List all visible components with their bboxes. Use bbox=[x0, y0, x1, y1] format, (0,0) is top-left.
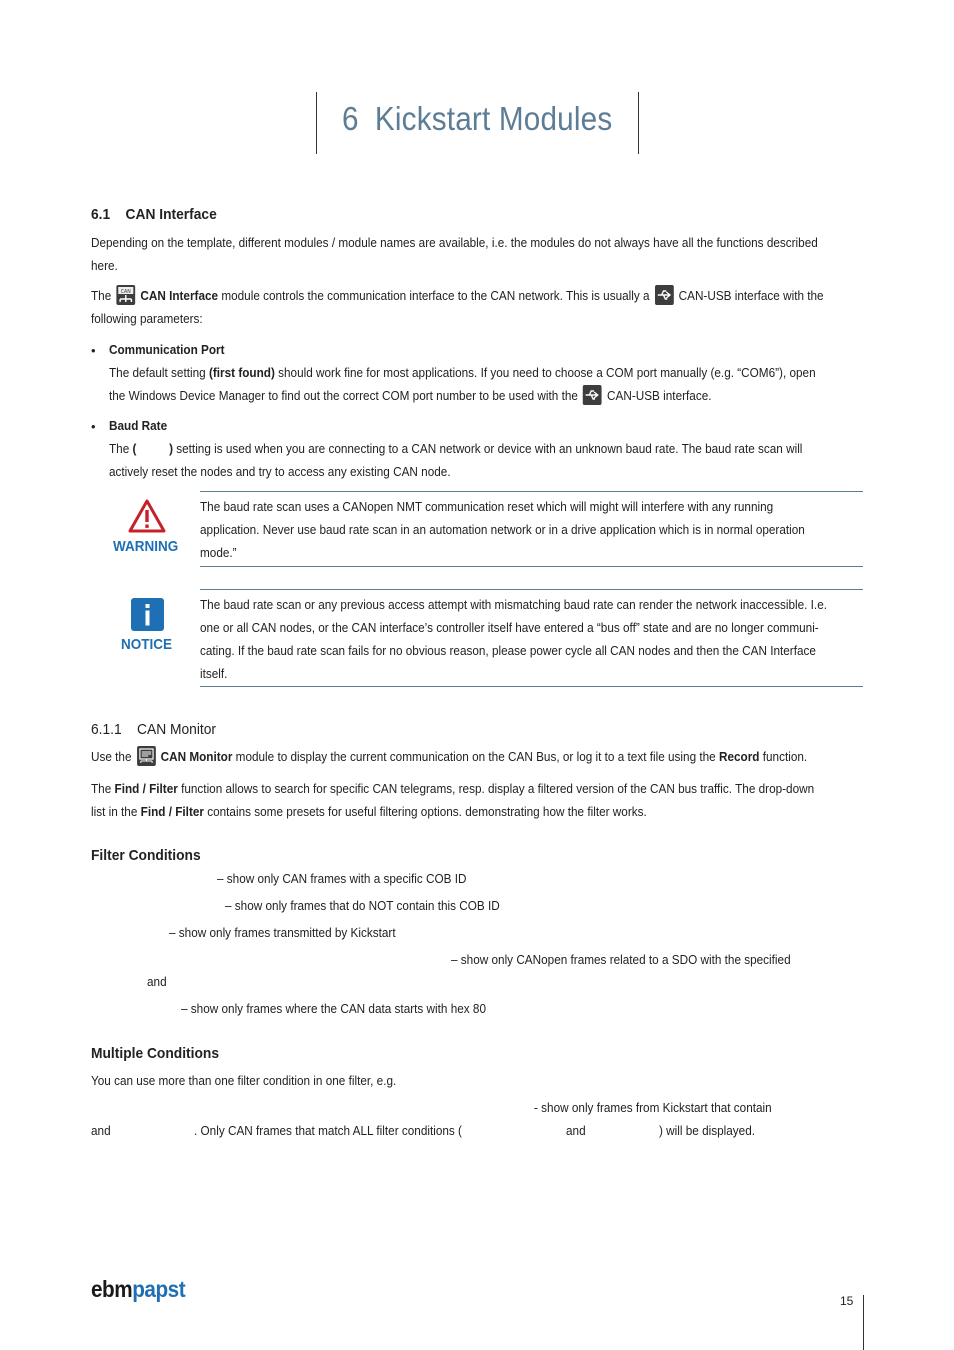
filter-line: – show only frames that do NOT contain this COB ID bbox=[225, 899, 500, 913]
filter-line: – show only CANopen frames related to a SDO with the specified bbox=[451, 953, 791, 967]
warning-text: The baud rate scan uses a CANopen NMT communication reset which will might will interfere with any running application. Never use baud rate scan in an automation network or in a drive application which is in normal operation mode.” bbox=[200, 500, 805, 560]
bullet-communication-port: Communication Port The default setting (first found) should work fine for most applications. If you need to choose a COM port manually (e.g. “COM6”), open the Windows Device Manager to find out the correct COM port number to be used with the CAN-USB interface. bbox=[109, 343, 816, 403]
chapter-rule-left bbox=[316, 92, 317, 154]
warning-label: WARNING bbox=[113, 538, 179, 555]
intro-paragraph: Depending on the template, different modules / module names are available, i.e. the modules do not always have all the functions described here. bbox=[91, 236, 818, 273]
multi-and-2: and bbox=[566, 1124, 586, 1138]
svg-text:CAN: CAN bbox=[120, 288, 131, 296]
chapter-number: 6 bbox=[342, 100, 359, 137]
usb-icon bbox=[583, 385, 602, 405]
notice-bottom-rule bbox=[200, 686, 863, 687]
find-filter-paragraph: The Find / Filter function allows to search for specific CAN telegrams, resp. display a filtered version of the CAN bus traffic. The drop-down list in the Find / Filter contains some presets for useful filtering options. demonstrating how the filter works. bbox=[91, 782, 815, 819]
can-interface-paragraph: The CAN CAN Interface module controls the communication interface to the CAN network. This is usually a CAN-USB interface with the following parameters: bbox=[91, 285, 820, 331]
multi-end-text: ) will be displayed. bbox=[659, 1124, 756, 1138]
can-interface-icon bbox=[116, 285, 135, 305]
usb-icon bbox=[655, 285, 674, 305]
filter-line: – show only frames where the CAN data starts with hex 80 bbox=[181, 1002, 487, 1016]
multi-example: - show only frames from Kickstart that contain bbox=[534, 1101, 772, 1115]
subsection-heading: 6.1.1 CAN Monitor bbox=[91, 721, 217, 738]
multiple-conditions-heading: Multiple Conditions bbox=[91, 1045, 220, 1062]
chapter-title bbox=[342, 100, 612, 138]
filter-conditions-heading: Filter Conditions bbox=[91, 847, 201, 864]
footer-rule bbox=[863, 1295, 864, 1350]
can-monitor-paragraph: Use the CAN Monitor module to display the current communication on the CAN Bus, or log it to a text file using the Record function. bbox=[91, 746, 820, 769]
multi-and-1: and bbox=[91, 1124, 111, 1138]
warning-triangle-icon bbox=[128, 499, 166, 536]
can-monitor-icon bbox=[137, 746, 156, 766]
multi-match-text: . Only CAN frames that match ALL filter conditions ( bbox=[194, 1124, 462, 1138]
filter-line: and bbox=[147, 975, 167, 989]
multi-paragraph: You can use more than one filter condition in one filter, e.g. bbox=[91, 1074, 397, 1088]
bullet-baud-rate: Baud Rate The ( ) setting is used when you are connecting to a CAN network or device with an unknown baud rate. The baud rate scan will actively reset the nodes and try to access any existing CAN node. bbox=[109, 419, 803, 479]
page-number: 15 bbox=[840, 1294, 854, 1308]
warning-top-rule bbox=[200, 491, 863, 492]
warning-bottom-rule bbox=[200, 566, 863, 567]
chapter-rule-right bbox=[638, 92, 639, 154]
section-heading: 6.1 CAN Interface bbox=[91, 206, 217, 223]
filter-line: – show only frames transmitted by Kickstart bbox=[169, 926, 396, 940]
ebmpapst-logo: ebmpapst bbox=[91, 1276, 186, 1302]
notice-top-rule bbox=[200, 589, 863, 590]
info-icon bbox=[131, 598, 164, 634]
bullet-dot: • bbox=[91, 419, 96, 434]
notice-text: The baud rate scan or any previous access attempt with mismatching baud rate can render the network inaccessible. I.e. one or all CAN nodes, or the CAN interface’s controller itself have entered a “bus off” state and are no longer communi- cating. If the baud rate scan fails for no obvious reason, please power cycle all CAN nodes and then the CAN Interface itself. bbox=[200, 598, 827, 681]
notice-label: NOTICE bbox=[121, 636, 173, 653]
bullet-dot: • bbox=[91, 343, 96, 358]
chapter-title-text: Kickstart Modules bbox=[374, 100, 613, 137]
filter-line: – show only CAN frames with a specific COB ID bbox=[217, 872, 467, 886]
